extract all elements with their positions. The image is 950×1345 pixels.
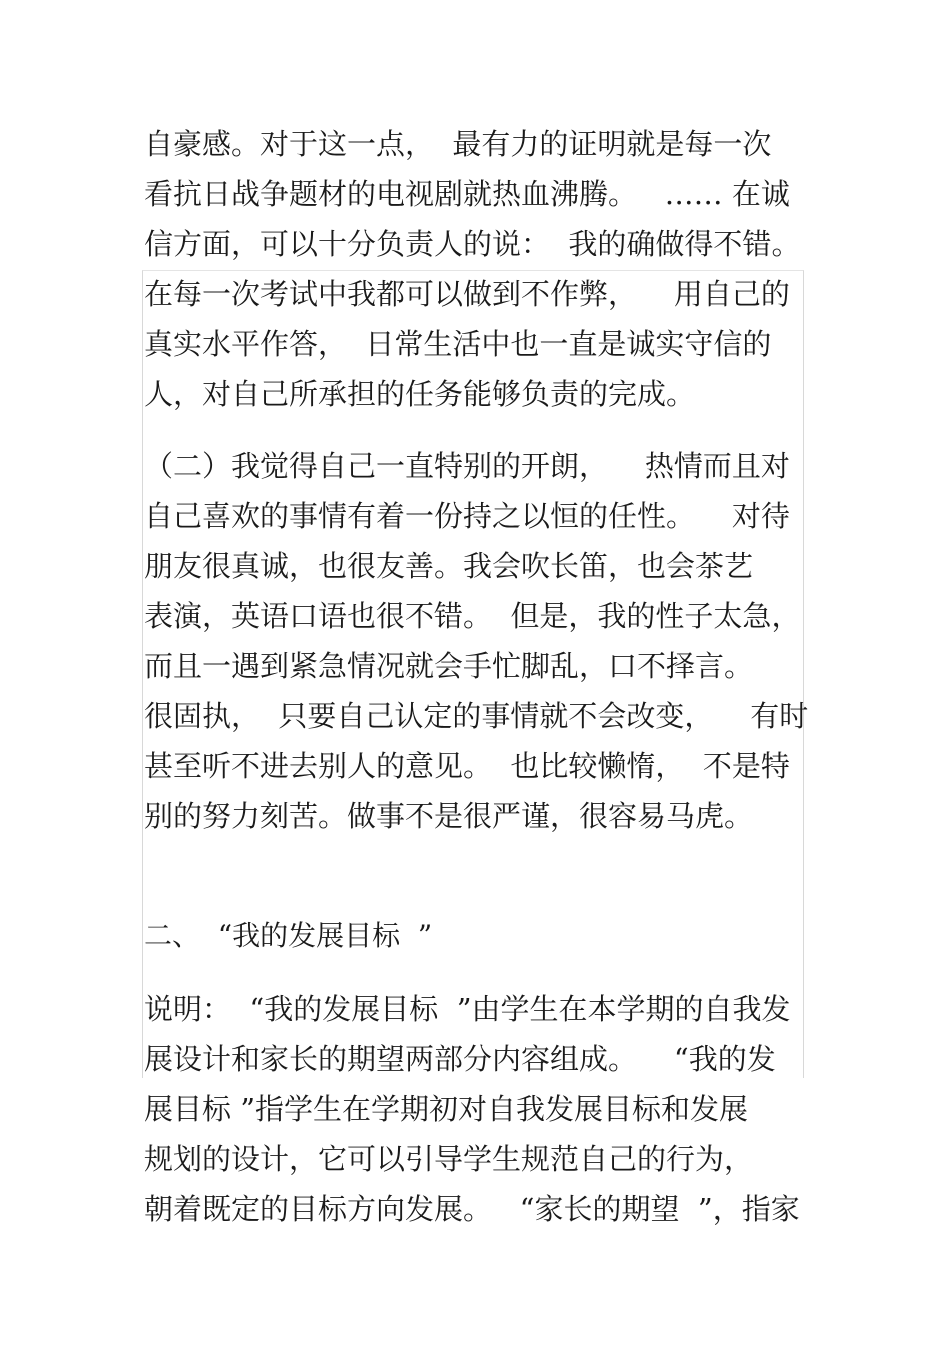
paragraph-line: 人，对自己所承担的任务能够负责的完成。 xyxy=(144,377,696,411)
paragraph-line: 甚至听不进去别人的意见。 也比较懒惰， 不是特 xyxy=(144,749,790,783)
paragraph-line: 规划的设计，它可以引导学生规范自己的行为， xyxy=(144,1142,754,1176)
paragraph-line: 别的努力刻苦。做事不是很严谨，很容易马虎。 xyxy=(144,799,754,833)
paragraph-line: 而且一遇到紧急情况就会手忙脚乱，口不择言。 xyxy=(144,649,754,683)
paragraph-line: 表演，英语口语也很不错。 但是，我的性子太急， xyxy=(144,599,801,633)
paragraph-line: 朋友很真诚，也很友善。我会吹长笛，也会茶艺 xyxy=(144,549,754,583)
paragraph-line: 在每一次考试中我都可以做到不作弊， 用自己的 xyxy=(144,277,790,311)
paragraph-line: 很固执， 只要自己认定的事情就不会改变， 有时 xyxy=(144,699,809,733)
paragraph-line: 自豪感。对于这一点， 最有力的证明就是每一次 xyxy=(144,127,772,161)
paragraph-line: 信方面，可以十分负责人的说： 我的确做得不错。 xyxy=(144,227,801,261)
paragraph-line: 朝着既定的目标方向发展。 “家长的期望 ”，指家 xyxy=(144,1192,800,1226)
paragraph-line: （二）我觉得自己一直特别的开朗， 热情而且对 xyxy=(144,449,790,483)
paragraph-line: 展设计和家长的期望两部分内容组成。 “我的发 xyxy=(144,1042,776,1076)
paragraph-line: 看抗日战争题材的电视剧就热血沸腾。 …… 在诚 xyxy=(144,177,790,211)
section-heading: 二、 “我的发展目标 ” xyxy=(144,919,433,952)
paragraph-line: 真实水平作答， 日常生活中也一直是诚实守信的 xyxy=(144,327,772,361)
paragraph-line: 说明： “我的发展目标 ”由学生在本学期的自我发 xyxy=(144,992,791,1026)
paragraph-line: 自己喜欢的事情有着一份持之以恒的任性。 对待 xyxy=(144,499,790,533)
paragraph-line: 展目标 ”指学生在学期初对自我发展目标和发展 xyxy=(144,1092,749,1126)
